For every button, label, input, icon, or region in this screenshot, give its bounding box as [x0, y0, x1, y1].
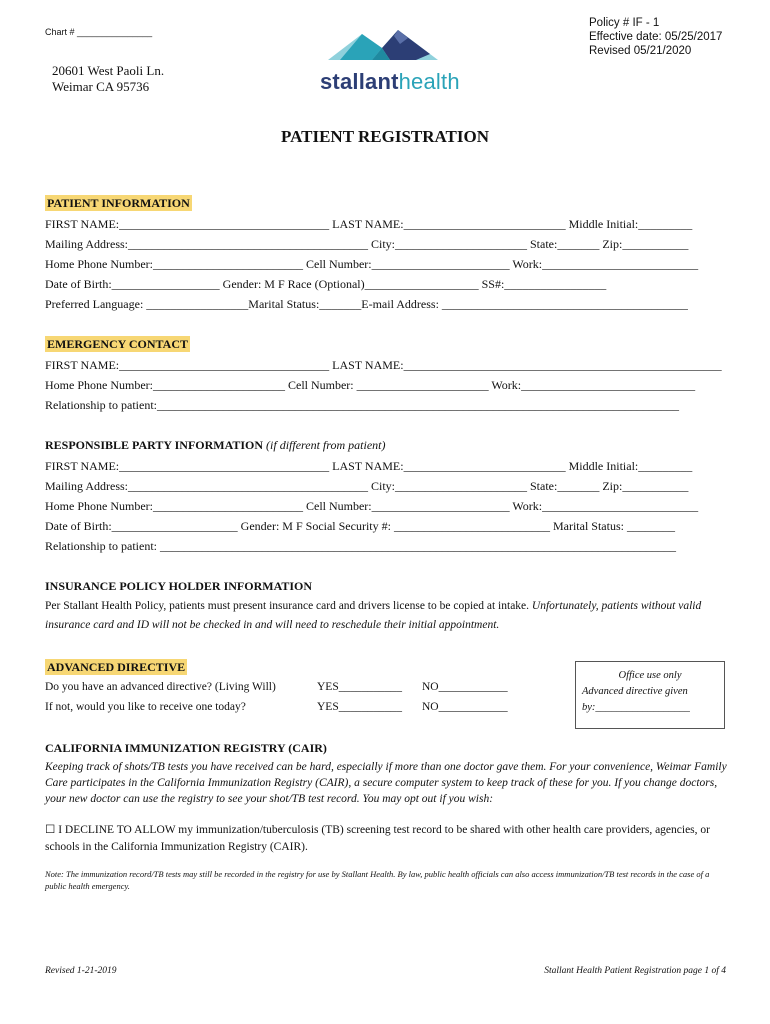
responsible-party-note: (if different from patient) — [263, 438, 386, 452]
emergency-line-3: Relationship to patient:_______________________________________________________________________________________ — [45, 398, 679, 412]
effective-date: Effective date: 05/25/2017 — [589, 31, 723, 43]
responsible-line-3: Home Phone Number:_________________________ Cell Number:_______________________ Work:__________________________ — [45, 499, 699, 513]
policy-number: Policy # IF - 1 — [589, 17, 660, 29]
responsible-line-2: Mailing Address:________________________________________ City:______________________ State:_______ Zip:___________ — [45, 479, 689, 493]
brand-strong: stallant — [320, 69, 399, 94]
patient-info-heading: PATIENT INFORMATION — [47, 196, 190, 210]
cair-text: Keeping track of shots/TB tests you have received can be hard, especially if more than one doctor gave them. For your convenience, Weimar Family Care participates in the California Immunization Registry (CAIR), a secure computer system to keep track of these for you. If you change doctors, your new doctor can use the registry to see your shot/TB test record. You may opt out if you wish: — [45, 761, 727, 805]
address-line-1: 20601 West Paoli Ln. — [52, 63, 165, 78]
advanced-directive-question-2: If not, would you like to receive one today? — [45, 701, 246, 713]
insurance-policy-text: Per Stallant Health Policy, patients must present insurance card and drivers license to be copied at intake. — [45, 600, 532, 612]
responsible-line-5: Relationship to patient: ______________________________________________________________________________________ — [45, 539, 676, 553]
office-directive-given: Advanced directive given — [582, 686, 688, 697]
patient-line-1: FIRST NAME:___________________________________ LAST NAME:___________________________ Middle Initial:_________ — [45, 217, 693, 231]
patient-line-4: Date of Birth:__________________ Gender: M F Race (Optional)___________________ SS#:_________________ — [45, 277, 607, 291]
q2-no-field[interactable]: NO____________ — [422, 701, 508, 713]
office-use-box — [575, 661, 725, 729]
revised-date: Revised 05/21/2020 — [589, 45, 692, 57]
cair-note: Note: The immunization record/TB tests may still be recorded in the registry for use by Stallant Health. By law, public health officials can also access immunization/TB test records in the case of a public health emergency. — [45, 869, 710, 891]
policy-info — [589, 16, 722, 58]
cair-decline-checkbox[interactable]: ☐ — [45, 824, 56, 836]
office-given-by[interactable]: by:__________________ — [582, 702, 690, 713]
insurance-text — [45, 597, 727, 635]
stallant-logo — [320, 24, 460, 94]
emergency-contact-heading: EMERGENCY CONTACT — [47, 337, 189, 351]
responsible-line-4: Date of Birth:_____________________ Gender: M F Social Security #: __________________________ Marital Status: ________ — [45, 519, 675, 533]
clinic-address — [52, 63, 164, 95]
patient-line-5: Preferred Language: _________________Marital Status:_______E-mail Address: _________________________________________ — [45, 297, 688, 311]
office-use-label: Office use only — [618, 670, 682, 681]
insurance-warning-text: Unfortunately, patients without valid insurance card and ID will not be checked in and will need to reschedule their initial appointment. — [45, 600, 702, 631]
insurance-heading: INSURANCE POLICY HOLDER INFORMATION — [45, 579, 313, 593]
advanced-directive-heading: ADVANCED DIRECTIVE — [47, 660, 186, 674]
emergency-line-1: FIRST NAME:___________________________________ LAST NAME:_____________________________________________________ — [45, 358, 722, 372]
q2-yes-field[interactable]: YES___________ — [317, 701, 402, 713]
patient-line-2: Mailing Address:________________________________________ City:______________________ State:_______ Zip:___________ — [45, 237, 689, 251]
footer-revised: Revised 1-21-2019 — [45, 966, 117, 976]
emergency-line-2: Home Phone Number:______________________ Cell Number: ______________________ Work:_____________________________ — [45, 378, 696, 392]
brand-light: health — [398, 69, 460, 94]
chart-number: Chart # _______________ — [45, 27, 153, 37]
cair-heading: CALIFORNIA IMMUNIZATION REGISTRY (CAIR) — [45, 741, 327, 755]
brand-wordmark — [320, 69, 460, 95]
cair-decline-text: I DECLINE TO ALLOW my immunization/tuberculosis (TB) screening test record to be shared with other health care providers, agencies, or schools in the California Immunization Registry (CAIR). — [45, 824, 710, 853]
q1-yes-field[interactable]: YES___________ — [317, 681, 402, 693]
q1-no-field[interactable]: NO____________ — [422, 681, 508, 693]
responsible-line-1: FIRST NAME:___________________________________ LAST NAME:___________________________ Middle Initial:_________ — [45, 459, 693, 473]
mountain-logo-icon — [320, 24, 460, 64]
advanced-directive-question-1: Do you have an advanced directive? (Living Will) — [45, 681, 276, 693]
responsible-party-heading-row — [45, 438, 726, 452]
footer-page-info: Stallant Health Patient Registration page 1 of 4 — [544, 966, 726, 976]
patient-line-3: Home Phone Number:_________________________ Cell Number:_______________________ Work:__________________________ — [45, 257, 699, 271]
page-title: PATIENT REGISTRATION — [281, 127, 489, 146]
responsible-party-heading: RESPONSIBLE PARTY INFORMATION — [45, 438, 264, 452]
cair-decline-statement — [45, 822, 727, 856]
address-line-2: Weimar CA 95736 — [52, 79, 150, 94]
